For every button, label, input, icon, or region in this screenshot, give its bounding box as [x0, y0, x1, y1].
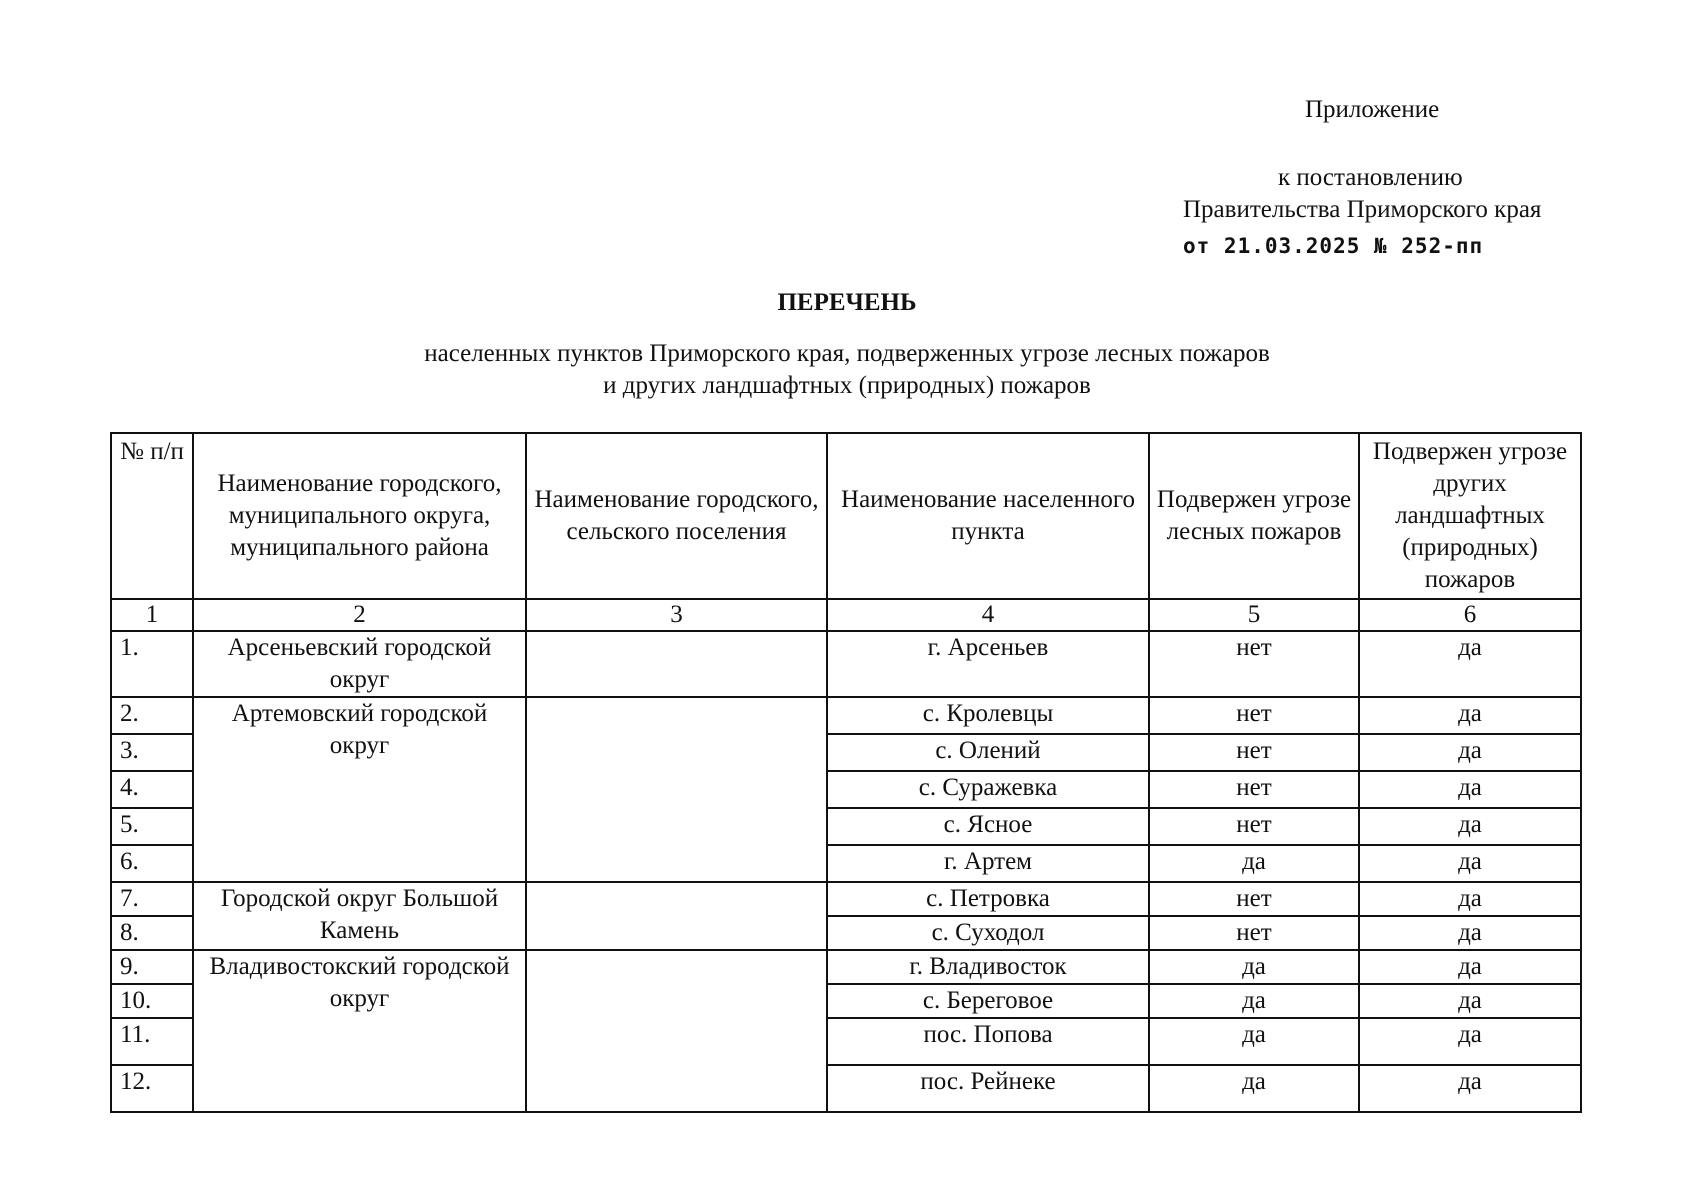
- forest-fire-threat: нет: [1149, 771, 1359, 808]
- settlements-table: [110, 432, 1582, 1113]
- column-header: Подвержен угрозе лесных пожаров: [1149, 433, 1359, 599]
- row-number: 2.: [111, 697, 193, 734]
- settlement-name: с. Береговое: [827, 984, 1149, 1018]
- other-fire-threat: да: [1359, 631, 1581, 697]
- settlement-name: с. Ясное: [827, 808, 1149, 845]
- column-header: Наименование городского, муниципального округа, муниципального района: [193, 433, 526, 599]
- column-number: 5: [1149, 599, 1359, 631]
- subtitle-line-1: населенных пунктов Приморского края, подверженных угрозе лесных пожаров: [424, 340, 1270, 367]
- document-title: ПЕРЕЧЕНЬ: [777, 289, 917, 316]
- forest-fire-threat: нет: [1149, 734, 1359, 771]
- row-number: 7.: [111, 882, 193, 916]
- settlement-name: пос. Попова: [827, 1018, 1149, 1065]
- other-fire-threat: да: [1359, 916, 1581, 950]
- table-header-row: [111, 433, 1581, 599]
- other-fire-threat: да: [1359, 1065, 1581, 1112]
- other-fire-threat: да: [1359, 734, 1581, 771]
- district-name: Городской округ Большой Камень: [193, 882, 526, 950]
- other-fire-threat: да: [1359, 1018, 1581, 1065]
- column-number: 2: [193, 599, 526, 631]
- settlement-empty: [526, 950, 827, 1112]
- settlement-name: с. Суражевка: [827, 771, 1149, 808]
- settlement-name: г. Артем: [827, 845, 1149, 882]
- settlement-name: с. Кролевцы: [827, 697, 1149, 734]
- settlement-name: с. Суходол: [827, 916, 1149, 950]
- column-number: 4: [827, 599, 1149, 631]
- row-number: 11.: [111, 1018, 193, 1065]
- settlement-empty: [526, 882, 827, 950]
- other-fire-threat: да: [1359, 845, 1581, 882]
- forest-fire-threat: нет: [1149, 631, 1359, 697]
- forest-fire-threat: нет: [1149, 808, 1359, 845]
- forest-fire-threat: да: [1149, 984, 1359, 1018]
- other-fire-threat: да: [1359, 882, 1581, 916]
- other-fire-threat: да: [1359, 984, 1581, 1018]
- forest-fire-threat: да: [1149, 1065, 1359, 1112]
- table-row: [111, 950, 1581, 984]
- row-number: 10.: [111, 984, 193, 1018]
- document-subtitle: [0, 338, 1694, 402]
- district-name: Артемовский городской округ: [193, 697, 526, 882]
- forest-fire-threat: да: [1149, 1018, 1359, 1065]
- district-name: Владивостокский городской округ: [193, 950, 526, 1112]
- row-number: 6.: [111, 845, 193, 882]
- district-name: Арсеньевский городской округ: [193, 631, 526, 697]
- column-number: 1: [111, 599, 193, 631]
- appendix-label: Приложение: [1305, 96, 1440, 123]
- column-number: 3: [526, 599, 827, 631]
- table-row: [111, 882, 1581, 916]
- column-header: № п/п: [111, 433, 193, 599]
- forest-fire-threat: нет: [1149, 916, 1359, 950]
- column-number-row: [111, 599, 1581, 631]
- column-number: 6: [1359, 599, 1581, 631]
- settlement-empty: [526, 631, 827, 697]
- settlement-name: пос. Рейнеке: [827, 1065, 1149, 1112]
- other-fire-threat: да: [1359, 771, 1581, 808]
- row-number: 9.: [111, 950, 193, 984]
- row-number: 8.: [111, 916, 193, 950]
- other-fire-threat: да: [1359, 697, 1581, 734]
- to-decree-label: к постановлению: [1278, 164, 1463, 191]
- table-row: [111, 631, 1581, 697]
- row-number: 4.: [111, 771, 193, 808]
- settlement-name: с. Олений: [827, 734, 1149, 771]
- row-number: 12.: [111, 1065, 193, 1112]
- forest-fire-threat: нет: [1149, 882, 1359, 916]
- forest-fire-threat: да: [1149, 950, 1359, 984]
- row-number: 5.: [111, 808, 193, 845]
- settlement-empty: [526, 697, 827, 882]
- column-header: Подвержен угрозе других ландшафтных (природных) пожаров: [1359, 433, 1581, 599]
- table-row: [111, 697, 1581, 734]
- settlement-name: с. Петровка: [827, 882, 1149, 916]
- settlement-name: г. Арсеньев: [827, 631, 1149, 697]
- settlement-name: г. Владивосток: [827, 950, 1149, 984]
- row-number: 3.: [111, 734, 193, 771]
- row-number: 1.: [111, 631, 193, 697]
- other-fire-threat: да: [1359, 808, 1581, 845]
- government-label: Правительства Приморского края: [1183, 196, 1542, 223]
- column-header: Наименование городского, сельского поселения: [526, 433, 827, 599]
- forest-fire-threat: нет: [1149, 697, 1359, 734]
- subtitle-line-2: и других ландшафтных (природных) пожаров: [603, 372, 1091, 399]
- column-header: Наименование населенного пункта: [827, 433, 1149, 599]
- decree-number: от 21.03.2025 № 252-пп: [1183, 234, 1484, 258]
- other-fire-threat: да: [1359, 950, 1581, 984]
- forest-fire-threat: да: [1149, 845, 1359, 882]
